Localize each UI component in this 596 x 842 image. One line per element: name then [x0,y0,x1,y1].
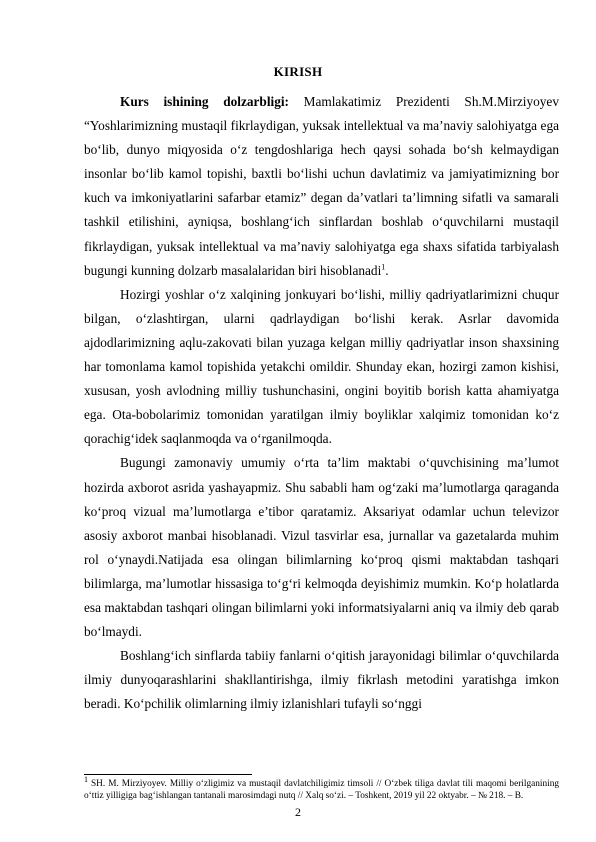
footnote-text: SH. M. Mirziyoyev. Milliy o‘zligimiz va mustaqil davlatchiligimiz timsoli // O‘zbek tiliga davlat tili maqomi berilganining o‘ttiz yilligiga bag‘ishlangan tantanali marosimdagi nutq // Xalq so‘zi. – Toshkent, 2019 yil 22 oktyabr. – № 218. – B. [84,779,559,801]
paragraph-1-lead: Kurs ishining dolzarbligi: [120,94,289,109]
footnote-divider [84,774,252,775]
footnote-reference[interactable]: 1 [381,262,386,272]
paragraph-1 [84,90,559,283]
paragraph-1-text: Mamlakatimiz Prezidenti Sh.M.Mirziyoyev “Yoshlarimizning mustaqil fikrlaydigan, yuksak intellektual va ma’naviy salohiyatga ega bo‘lib, dunyo miqyosida o‘z tengdoshlariga hech qaysi sohada bo‘sh kelmaydigan insonlar bo‘lib kamol topishi, baxtli bo‘lishi uchun davlatimiz va jamiyatimizning bor kuch va imkoniyatlarini safarbar etamiz” degan da’vatlari ta’limning sifatli va samarali tashkil etilishini, ayniqsa, boshlang‘ich sinflardan boshlab o‘quvchilarni mustaqil fikrlaydigan, yuksak intellektual va ma’naviy salohiyatga ega shaxs sifatida tarbiyalash bugungi kunning dolzarb masalalaridan biri hisoblanadi [84,94,559,278]
body-text [84,90,559,716]
paragraph-2: Hozirgi yoshlar o‘z xalqining jonkuyari bo‘lishi, milliy qadriyatlarimizni chuqur bilgan, o‘zlashtirgan, ularni qadrlaydigan bo‘lishi kerak. Asrlar davomida ajdodlarimizning aqlu-zakovati bilan yuzaga kelgan milliy qadriyatlar inson shaxsining har tomonlama kamol topishida yetakchi omildir. Shunday ekan, hozirgi zamon kishisi, xususan, yosh avlodning milliy tushunchasini, ongini boyitib borish katta ahamiyatga ega. Ota-bobolarimiz tomonidan yaratilgan ilmiy boyliklar xalqimiz tomonidan ko‘z qorachig‘idek saqlanmoqda va o‘rganilmoqda. [84,286,559,447]
paragraph-4: Boshlang‘ich sinflarda tabiiy fanlarni o‘qitish jarayonidagi bilimlar o‘quvchilarda ilmiy dunyoqarashlarini shakllantirishga, ilmiy fikrlash metodini yaratishga imkon beradi. Ko‘pchilik olimlarning ilmiy izlanishlari tufayli so‘nggi [84,648,559,712]
page-number: 2 [295,805,301,819]
footnote-marker: 1 [84,774,88,784]
paragraph-3: Bugungi zamonaviy umumiy o‘rta ta’lim maktabi o‘quvchisining ma’lumot hozirda axborot asrida yashayapmiz. Shu sababli ham og‘zaki ma’lumotlarga qaraganda ko‘proq vizual ma’lumotlarga e’tibor qaratamiz. Aksariyat odamlar uchun televizor asosiy axborot manbai hisoblanadi. Vizul tasvirlar esa, jurnallar va gazetalarda muhim rol o‘ynaydi.Natijada esa olingan bilimlarning ko‘proq qismi maktabdan tashqari bilimlarga, ma’lumotlar hissasiga to‘g‘ri kelmoqda deyishimiz mumkin. Ko‘p holatlarda esa maktabdan tashqari olingan bilimlarni yoki informatsiyalarni aniq va ilmiy deb qarab bo‘lmaydi. [84,455,559,640]
footnote [84,774,559,802]
paragraph-1-end: . [385,262,389,278]
section-title: KIRISH [273,64,323,79]
